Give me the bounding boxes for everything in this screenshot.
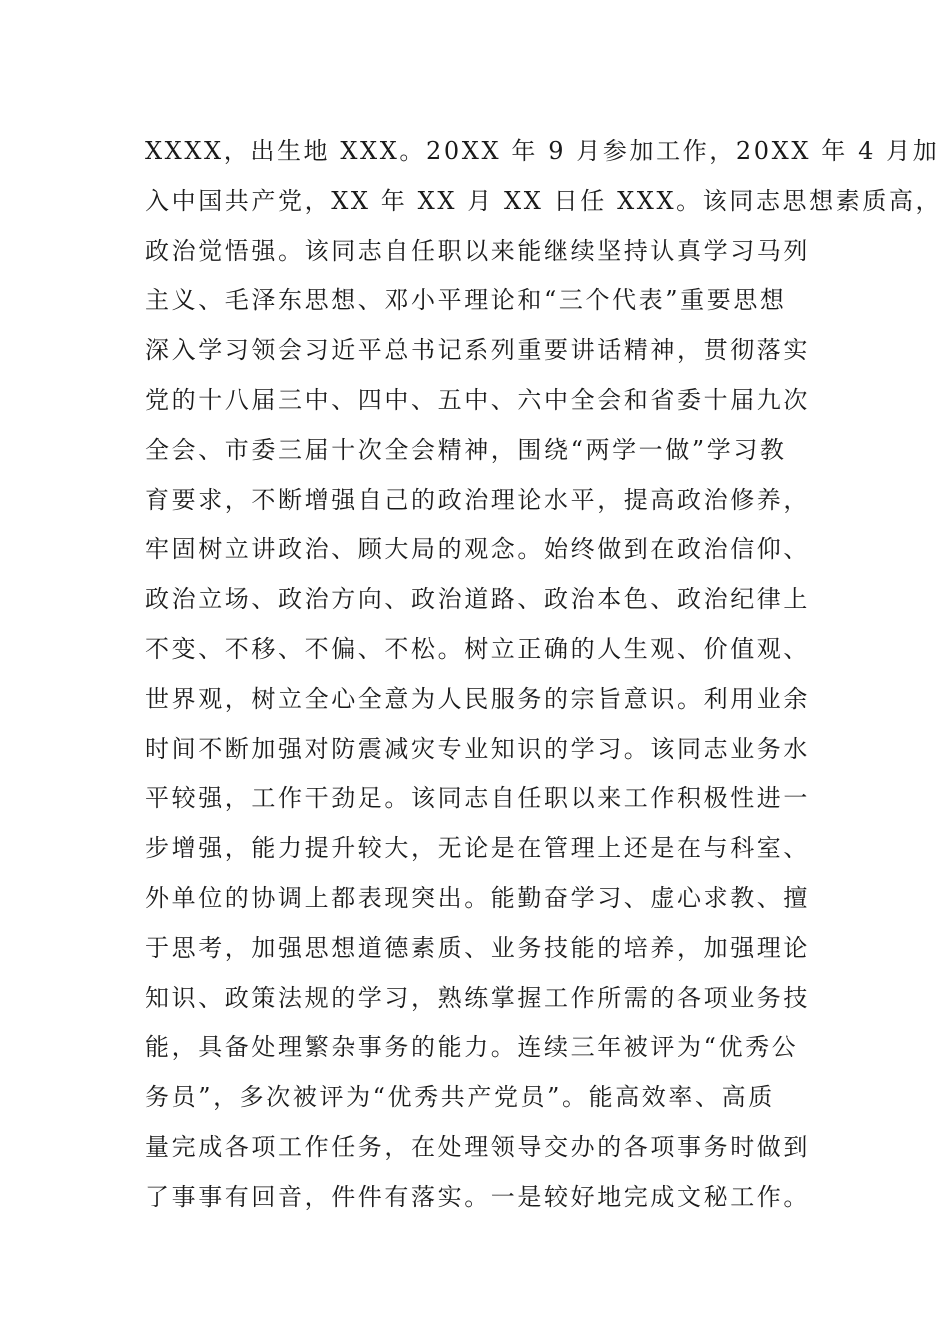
text-line: 于思考，加强思想道德素质、业务技能的培养，加强理论 <box>145 933 810 962</box>
text-line: 政治立场、政治方向、政治道路、政治本色、政治纪律上 <box>145 585 810 614</box>
text-line: 步增强，能力提升较大，无论是在管理上还是在与科室、 <box>145 834 810 863</box>
text-line: 牢固树立讲政治、顾大局的观念。始终做到在政治信仰、 <box>145 535 810 564</box>
text-line: 外单位的协调上都表现突出。能勤奋学习、虚心求教、擅 <box>145 883 810 912</box>
text-line: 主义、毛泽东思想、邓小平理论和“三个代表”重要思想 <box>145 286 787 315</box>
text-line: XXXX，出生地 XXX。20XX 年 9 月参加工作，20XX 年 4 月加 <box>145 137 940 165</box>
text-line: 党的十八届三中、四中、五中、六中全会和省委十届九次 <box>145 385 810 414</box>
text-line: 了事事有回音，件件有落实。一是较好地完成文秘工作。 <box>145 1182 810 1211</box>
text-line: 育要求，不断增强自己的政治理论水平，提高政治修养， <box>145 485 810 514</box>
text-line: 入中国共产党，XX 年 XX 月 XX 日任 XXX。该同志思想素质高， <box>145 186 943 215</box>
text-line: 务员”，多次被评为“优秀共产党员”。能高效率、高质 <box>145 1083 775 1112</box>
text-line: 不变、不移、不偏、不松。树立正确的人生观、价值观、 <box>145 634 810 663</box>
text-line: 知识、政策法规的学习，熟练掌握工作所需的各项业务技 <box>145 983 810 1012</box>
text-line: 平较强，工作干劲足。该同志自任职以来工作积极性进一 <box>145 784 810 813</box>
text-line: 世界观，树立全心全意为人民服务的宗旨意识。利用业余 <box>145 684 810 713</box>
text-line: 量完成各项工作任务，在处理领导交办的各项事务时做到 <box>145 1132 810 1161</box>
text-line: 能，具备处理繁杂事务的能力。连续三年被评为“优秀公 <box>145 1033 799 1062</box>
text-line: 全会、市委三届十次全会精神，围绕“两学一做”学习教 <box>145 435 787 464</box>
text-line: 政治觉悟强。该同志自任职以来能继续坚持认真学习马列 <box>145 236 810 265</box>
text-line: 时间不断加强对防震减灾专业知识的学习。该同志业务水 <box>145 734 810 763</box>
text-line: 深入学习领会习近平总书记系列重要讲话精神，贯彻落实 <box>145 336 810 365</box>
body-paragraph <box>145 127 943 1223</box>
